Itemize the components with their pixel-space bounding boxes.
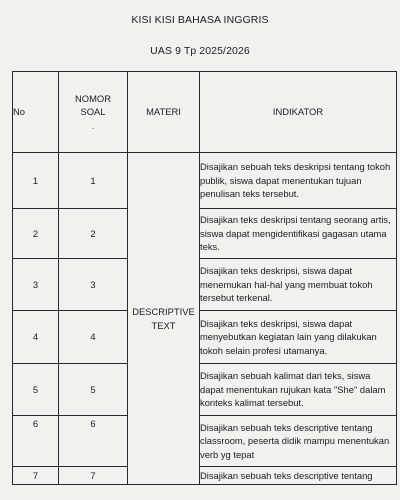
row-indikator: Disajikan teks deskripsi, siswa dapat menyebutkan kegiatan lain yang dilakukan tokoh selain profesi utamanya. — [200, 311, 397, 364]
document-subtitle: UAS 9 Tp 2025/2026 — [150, 45, 250, 57]
table-row — [13, 364, 397, 416]
row-indikator: Disajikan sebuah teks deskripsi tentang tokoh publik, siswa dapat menentukan tujuan penulisan teks tersebut. — [200, 153, 397, 209]
kisi-kisi-table — [12, 71, 397, 485]
row-soal: 5 — [59, 364, 128, 416]
row-no: 2 — [13, 209, 59, 259]
materi-line-1: DESCRIPTIVE — [132, 306, 195, 318]
materi-line-2: TEXT — [151, 319, 176, 331]
dot-mark: . — [91, 121, 95, 131]
header-soal: SOAL — [80, 106, 106, 118]
table-row — [13, 416, 397, 467]
table-row — [13, 209, 397, 259]
row-indikator: Disajikan sebuah kalimat dari teks, siswa dapat menentukan rujukan kata "She" dalam konteks kalimat tersebut. — [200, 364, 397, 416]
header-indikator: INDIKATOR — [200, 72, 397, 153]
row-soal: 2 — [59, 209, 128, 259]
table-row — [13, 467, 397, 485]
row-no: 6 — [13, 416, 59, 467]
row-soal: 3 — [59, 259, 128, 311]
row-no: 5 — [13, 364, 59, 416]
row-soal: 4 — [59, 311, 128, 364]
header-nomor-soal — [59, 72, 128, 153]
row-no: 7 — [13, 467, 59, 485]
header-nomor: NOMOR — [75, 92, 111, 104]
row-soal: 7 — [59, 467, 128, 485]
table-row — [13, 259, 397, 311]
header-materi: MATERI — [128, 72, 200, 153]
header-no: No — [13, 72, 59, 153]
table-header-row — [13, 72, 397, 153]
table-row — [13, 153, 397, 209]
row-no: 4 — [13, 311, 59, 364]
document-title: KISI KISI BAHASA INGGRIS — [131, 14, 269, 26]
row-indikator: Disajikan sebuah teks descriptive tentang classroom, peserta didik mampu menentukan verb yg tepat — [200, 416, 397, 467]
materi-cell — [128, 153, 200, 485]
row-indikator: Disajikan teks deskripsi, siswa dapat menemukan hal-hal yang membuat tokoh tersebut terkenal. — [200, 259, 397, 311]
row-indikator: Disajikan teks deskripsi tentang seorang artis, siswa dapat mengidentifikasi gagasan utama teks. — [200, 209, 397, 259]
row-no: 1 — [13, 153, 59, 209]
row-indikator: Disajikan sebuah teks descriptive tentang — [200, 467, 397, 485]
row-soal: 1 — [59, 153, 128, 209]
table-row — [13, 311, 397, 364]
row-soal: 6 — [59, 416, 128, 467]
row-no: 3 — [13, 259, 59, 311]
